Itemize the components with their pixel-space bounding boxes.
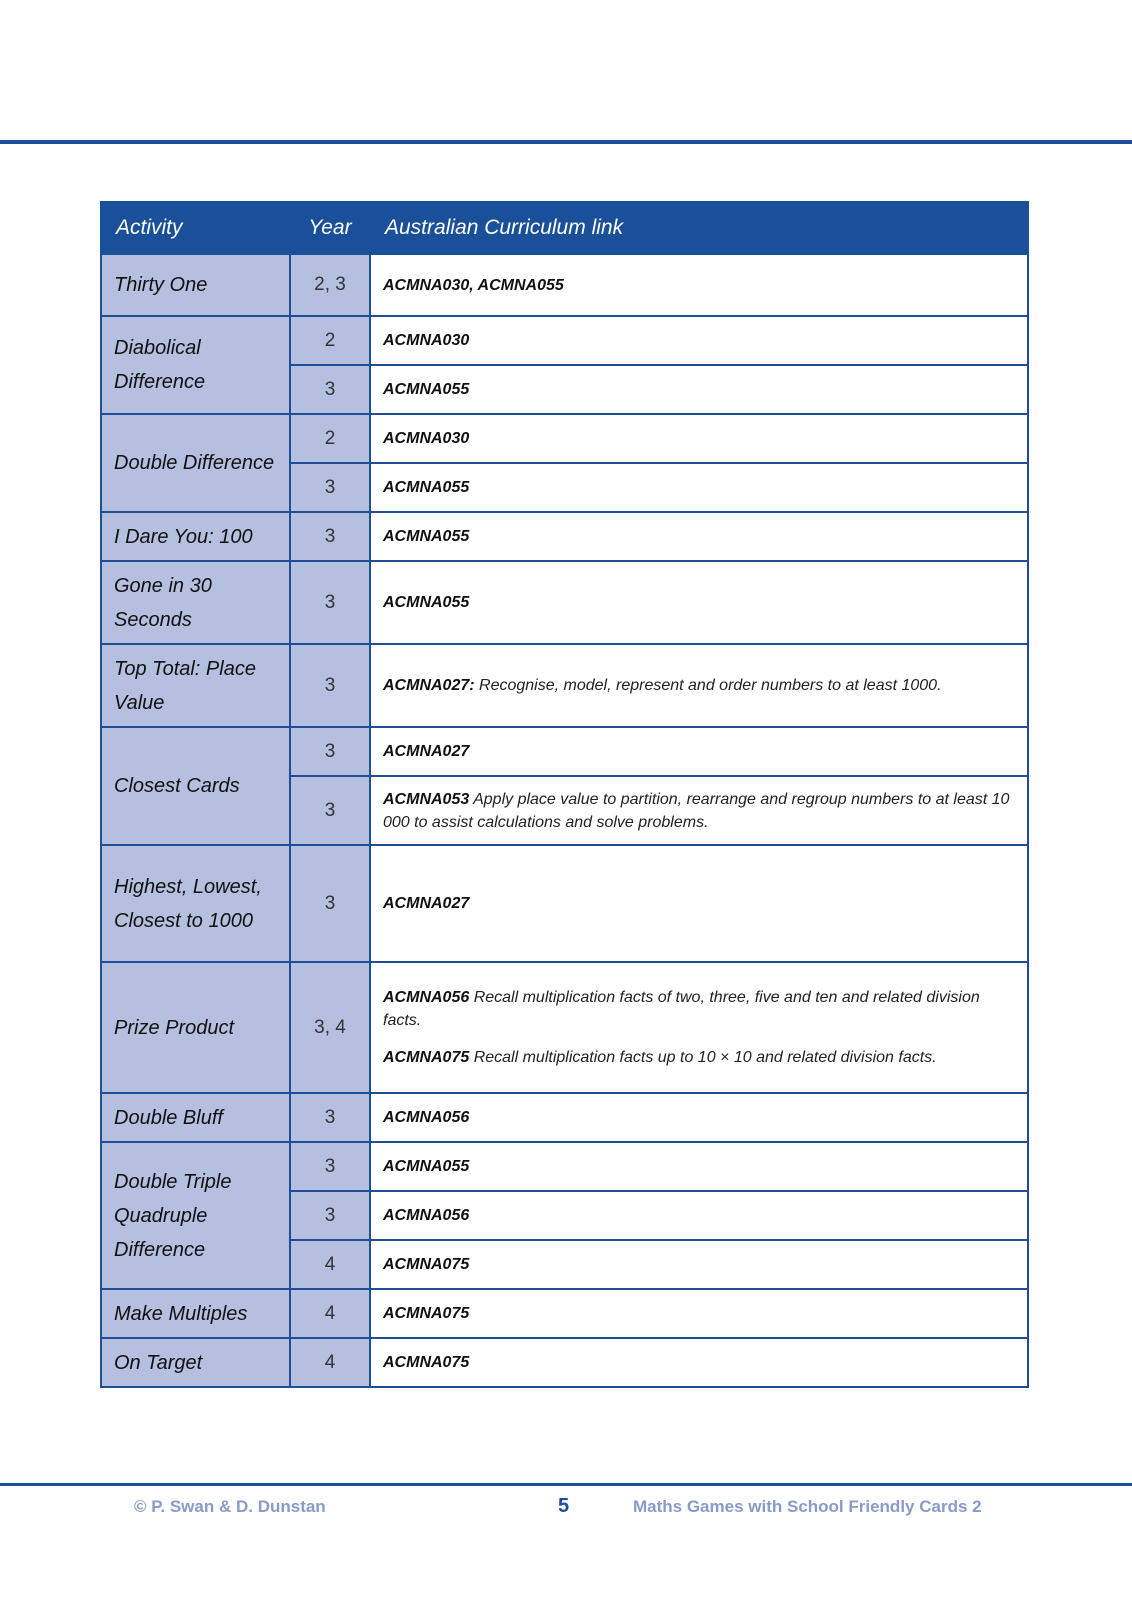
link-cell — [370, 316, 1028, 365]
link-cell — [370, 1093, 1028, 1142]
footer-book-title: Maths Games with School Friendly Cards 2 — [633, 1497, 982, 1516]
activity-cell: Double Triple Quadruple Difference — [101, 1142, 290, 1289]
link-cell — [370, 1191, 1028, 1240]
curriculum-code: ACMNA055 — [383, 479, 470, 496]
year-cell: 2, 3 — [290, 254, 370, 316]
link-cell — [370, 776, 1028, 845]
year-cell: 3 — [290, 776, 370, 845]
table-row — [101, 1338, 1028, 1387]
table-row — [101, 561, 1028, 644]
curriculum-code: ACMNA075 — [383, 1256, 470, 1273]
curriculum-code: ACMNA055 — [383, 594, 470, 611]
curriculum-code: ACMNA030 — [383, 332, 470, 349]
table-row — [101, 414, 1028, 463]
curriculum-code: ACMNA055 — [383, 1158, 470, 1175]
header-link: Australian Curriculum link — [370, 202, 1028, 254]
link-cell — [370, 512, 1028, 561]
curriculum-description: Apply place value to partition, rearrange and regroup numbers to at least 10 000 to assist calculations and solve problems. — [383, 790, 1010, 831]
link-cell — [370, 644, 1028, 727]
year-cell: 3 — [290, 644, 370, 727]
curriculum-code: ACMNA056 — [383, 989, 470, 1006]
footer-copyright: © P. Swan & D. Dunstan — [134, 1497, 326, 1516]
curriculum-code: ACMNA053 — [383, 790, 470, 808]
table-header-row — [101, 202, 1028, 254]
year-cell: 2 — [290, 316, 370, 365]
year-cell: 3 — [290, 1142, 370, 1191]
curriculum-code: ACMNA056 — [383, 1207, 470, 1224]
activity-cell: Top Total: Place Value — [101, 644, 290, 727]
table-row — [101, 962, 1028, 1093]
activity-cell: Prize Product — [101, 962, 290, 1093]
link-cell — [370, 365, 1028, 414]
link-cell — [370, 962, 1028, 1093]
activity-cell: Make Multiples — [101, 1289, 290, 1338]
year-cell: 4 — [290, 1289, 370, 1338]
year-cell: 2 — [290, 414, 370, 463]
table-row — [101, 1289, 1028, 1338]
header-year: Year — [290, 202, 370, 254]
year-cell: 3 — [290, 512, 370, 561]
link-cell — [370, 463, 1028, 512]
curriculum-code: ACMNA075 — [383, 1049, 470, 1066]
link-cell — [370, 845, 1028, 962]
curriculum-description: Recognise, model, represent and order numbers to at least 1000. — [474, 677, 942, 694]
year-cell: 3, 4 — [290, 962, 370, 1093]
footer-rule — [0, 1483, 1132, 1486]
curriculum-code: ACMNA027 — [383, 895, 470, 912]
year-cell: 3 — [290, 561, 370, 644]
year-cell: 3 — [290, 727, 370, 776]
link-cell — [370, 1142, 1028, 1191]
curriculum-code: ACMNA030, ACMNA055 — [383, 276, 564, 294]
table-row — [101, 316, 1028, 365]
year-cell: 3 — [290, 1191, 370, 1240]
link-cell — [370, 254, 1028, 316]
link-cell — [370, 1338, 1028, 1387]
curriculum-table — [100, 201, 1029, 1388]
activity-cell: Double Bluff — [101, 1093, 290, 1142]
curriculum-code: ACMNA055 — [383, 381, 470, 398]
table-row — [101, 1093, 1028, 1142]
activity-cell: Double Difference — [101, 414, 290, 512]
activity-cell: Diabolical Difference — [101, 316, 290, 414]
table-row — [101, 727, 1028, 776]
curriculum-code: ACMNA027: — [383, 677, 475, 694]
page-number: 5 — [558, 1495, 570, 1517]
curriculum-description: Recall multiplication facts of two, three, five and ten and related division facts. — [383, 989, 980, 1029]
curriculum-code: ACMNA027 — [383, 743, 470, 760]
year-cell: 4 — [290, 1338, 370, 1387]
year-cell: 4 — [290, 1240, 370, 1289]
activity-cell: Closest Cards — [101, 727, 290, 845]
link-cell — [370, 1240, 1028, 1289]
curriculum-code: ACMNA056 — [383, 1109, 470, 1126]
curriculum-code: ACMNA075 — [383, 1354, 470, 1371]
link-cell — [370, 414, 1028, 463]
header-activity: Activity — [101, 202, 290, 254]
curriculum-code: ACMNA075 — [383, 1305, 470, 1322]
table-row — [101, 644, 1028, 727]
table-row — [101, 254, 1028, 316]
year-cell: 3 — [290, 845, 370, 962]
year-cell: 3 — [290, 463, 370, 512]
link-cell — [370, 561, 1028, 644]
curriculum-code: ACMNA030 — [383, 430, 470, 447]
activity-cell: On Target — [101, 1338, 290, 1387]
header-rule — [0, 140, 1132, 144]
table-row — [101, 512, 1028, 561]
link-cell — [370, 1289, 1028, 1338]
activity-cell: Thirty One — [101, 254, 290, 316]
activity-cell: I Dare You: 100 — [101, 512, 290, 561]
curriculum-description: Recall multiplication facts up to 10 × 10 and related division facts. — [469, 1049, 937, 1066]
curriculum-paragraph — [383, 1046, 1015, 1069]
link-cell — [370, 727, 1028, 776]
activity-cell: Highest, Lowest, Closest to 1000 — [101, 845, 290, 962]
table-row — [101, 1142, 1028, 1191]
curriculum-paragraph — [383, 986, 1015, 1032]
year-cell: 3 — [290, 365, 370, 414]
table-row — [101, 845, 1028, 962]
year-cell: 3 — [290, 1093, 370, 1142]
curriculum-code: ACMNA055 — [383, 528, 470, 545]
activity-cell: Gone in 30 Seconds — [101, 561, 290, 644]
